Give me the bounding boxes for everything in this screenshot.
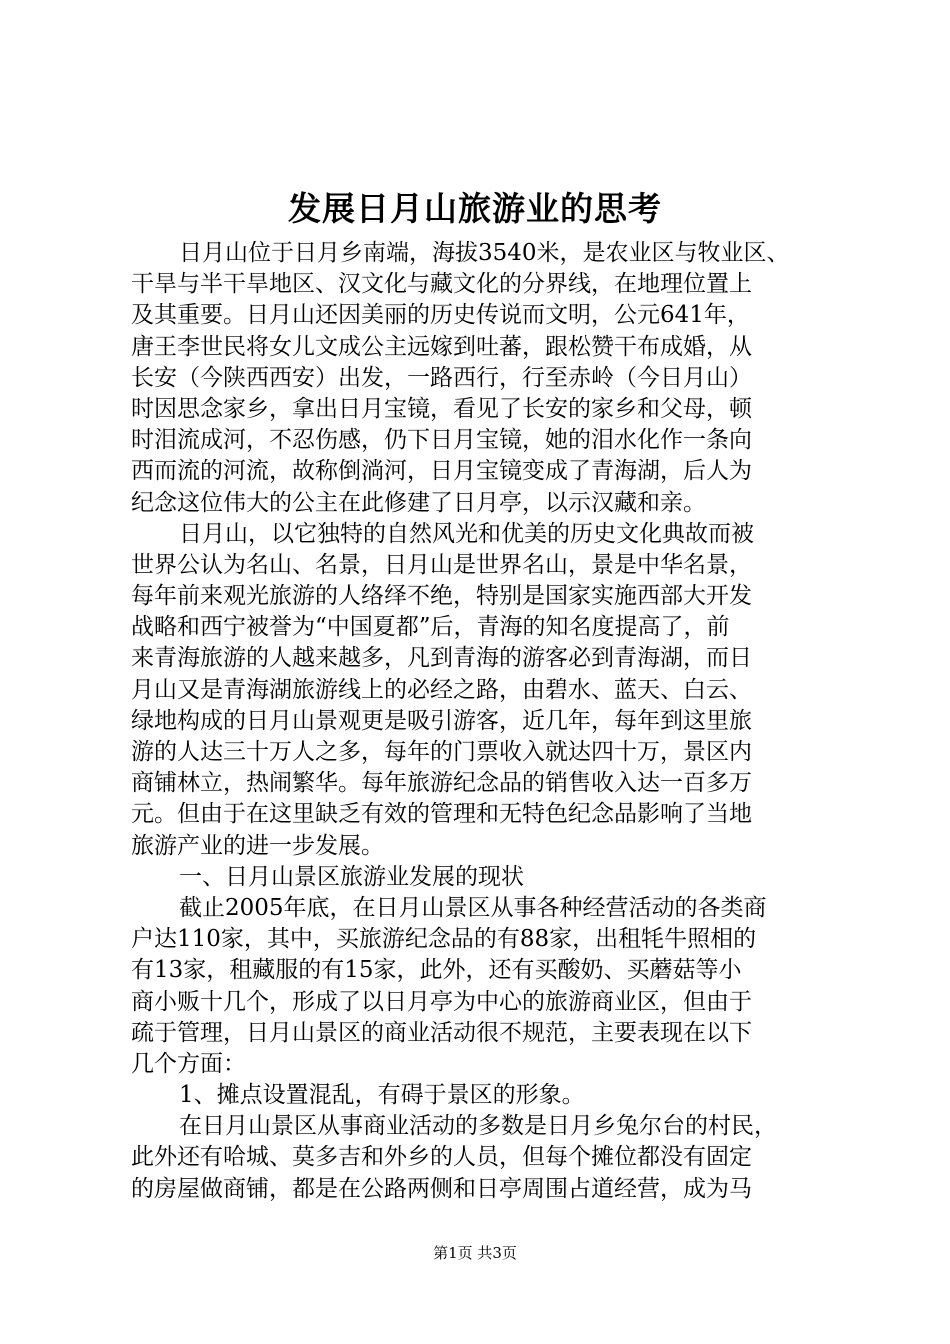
body-line: 一、日月山景区旅游业发展的现状 <box>179 863 524 890</box>
body-line: 在日月山景区从事商业活动的多数是日月乡兔尔台的村民， <box>179 1113 777 1140</box>
body-line: 时泪流成河，不忍伤感，仍下日月宝镜，她的泪水化作一条向 <box>131 427 752 454</box>
body-line: 日月山，以它独特的自然风光和优美的历史文化典故而被 <box>179 520 754 547</box>
body-line: 元。但由于在这里缺乏有效的管理和无特色纪念品影响了当地 <box>131 801 752 828</box>
body-line: 绿地构成的日月山景观更是吸引游客，近几年，每年到这里旅 <box>131 707 752 734</box>
body-line: 日月山位于日月乡南端，海拔3540米，是农业区与牧业区、 <box>179 240 790 266</box>
body-line: 月山又是青海湖旅游线上的必经之路，由碧水、蓝天、白云、 <box>131 676 752 703</box>
body-line: 商小贩十几个，形成了以日月亭为中心的旅游商业区，但由于 <box>131 988 752 1015</box>
body-line: 时因思念家乡，拿出日月宝镜，看见了长安的家乡和父母，顿 <box>131 395 752 422</box>
body-line: 干旱与半干旱地区、汉文化与藏文化的分界线，在地理位置上 <box>131 271 752 298</box>
body-line: 游的人达三十万人之多，每年的门票收入就达四十万，景区内 <box>131 739 752 765</box>
body-line: 商铺林立，热闹繁华。每年旅游纪念品的销售收入达一百多万 <box>131 770 752 797</box>
body-line: 西而流的河流，故称倒淌河，日月宝镜变成了青海湖，后人为 <box>131 458 752 485</box>
body-line: 几个方面： <box>131 1050 246 1077</box>
body-line: 户达110家，其中，买旅游纪念品的有88家，出租牦牛照相的 <box>131 926 757 953</box>
body-line: 的房屋做商铺，都是在公路两侧和日亭周围占道经营，成为马 <box>131 1175 752 1202</box>
body-line: 世界公认为名山、名景，日月山是世界名山，景是中华名景， <box>131 551 752 578</box>
body-line: 纪念这位伟大的公主在此修建了日月亭，以示汉藏和亲。 <box>131 489 706 516</box>
body-line: 此外还有哈城、莫多吉和外乡的人员，但每个摊位都没有固定 <box>131 1144 752 1171</box>
body-line: 及其重要。日月山还因美丽的历史传说而文明，公元641年， <box>131 302 750 329</box>
body-line: 唐王李世民将女儿文成公主远嫁到吐蕃，跟松赞干布成婚，从 <box>131 333 752 360</box>
body-line: 长安（今陕西西安）出发，一路西行，行至赤岭（今日月山） <box>131 364 752 391</box>
body-line: 战略和西宁被誉为“中国夏都”后，青海的知名度提高了，前 <box>131 614 730 641</box>
body-line: 旅游产业的进一步发展。 <box>131 832 384 859</box>
body-line: 疏于管理，日月山景区的商业活动很不规范，主要表现在以下 <box>131 1019 752 1046</box>
page-footer: 第1页 共3页 <box>433 1244 517 1262</box>
body-line: 每年前来观光旅游的人络绎不绝，特别是国家实施西部大开发 <box>131 583 752 610</box>
document-body <box>131 238 831 1205</box>
body-line: 有13家，租藏服的有15家，此外，还有买酸奶、买蘑菇等小 <box>131 957 742 984</box>
body-line: 1、摊点设置混乱，有碍于景区的形象。 <box>179 1082 585 1109</box>
document-title: 发展日月山旅游业的思考 <box>288 189 662 228</box>
body-line: 来青海旅游的人越来越多，凡到青海的游客必到青海湖，而日 <box>131 645 752 672</box>
body-line: 截止2005年底，在日月山景区从事各种经营活动的各类商 <box>179 894 767 921</box>
